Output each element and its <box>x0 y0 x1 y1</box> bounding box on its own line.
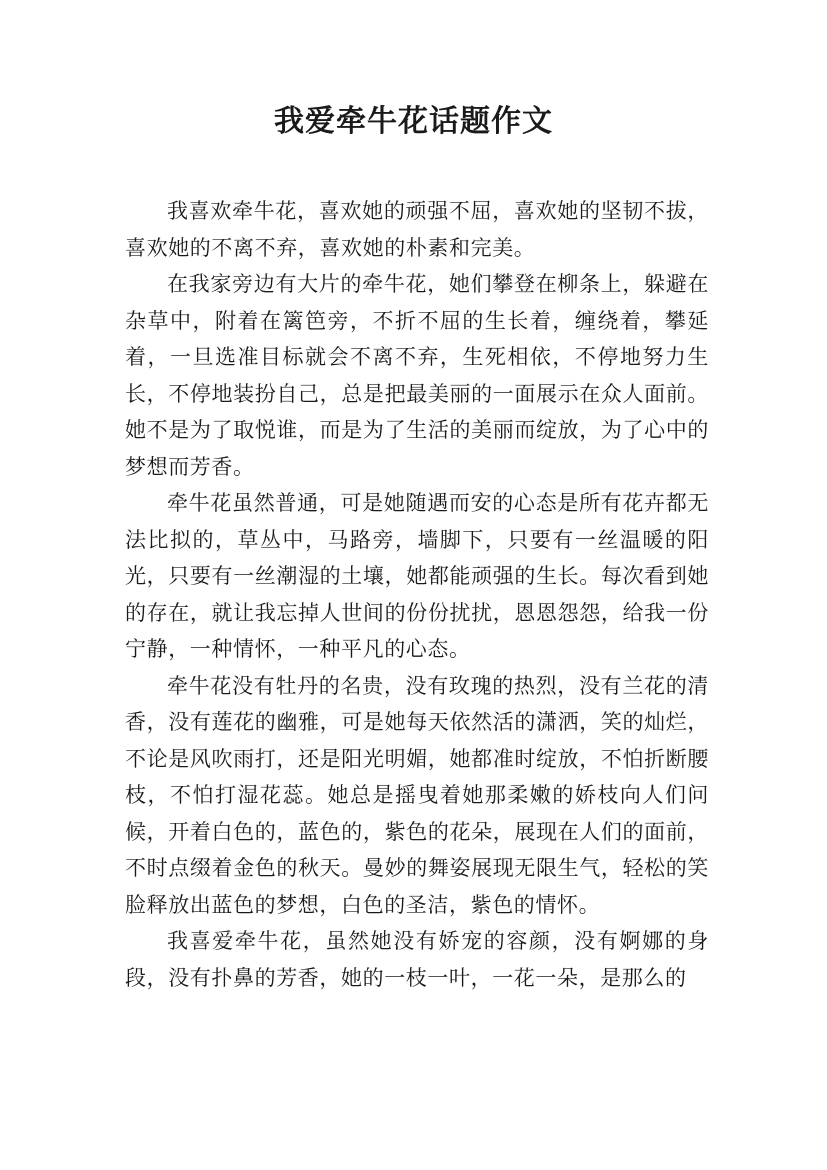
paragraph: 牵牛花没有牡丹的名贵，没有玫瑰的热烈，没有兰花的清香，没有莲花的幽雅，可是她每天依然活的潇洒，笑的灿烂，不论是风吹雨打，还是阳光明媚，她都准时绽放，不怕折断腰枝，不怕打湿花蕊。她总是摇曳着她那柔嫩的娇枝向人们问候，开着白色的，蓝色的，紫色的花朵，展现在人们的面前，不时点缀着金色的秋天。曼妙的舞姿展现无限生气，轻松的笑脸释放出蓝色的梦想，白色的圣洁，紫色的情怀。 <box>125 673 709 917</box>
paragraph: 我喜欢牵牛花，喜欢她的顽强不屈，喜欢她的坚韧不拔，喜欢她的不离不弃，喜欢她的朴素和完美。 <box>125 199 709 260</box>
paragraph: 在我家旁边有大片的牵牛花，她们攀登在柳条上，躲避在杂草中，附着在篱笆旁，不折不屈的生长着，缠绕着，攀延着，一旦选准目标就会不离不弃，生死相依，不停地努力生长，不停地装扮自己，总是把最美丽的一面展示在众人面前。她不是为了取悦谁，而是为了生活的美丽而绽放，为了心中的梦想而芳香。 <box>125 272 709 479</box>
paragraph: 我喜爱牵牛花，虽然她没有娇宠的容颜，没有婀娜的身段，没有扑鼻的芳香，她的一枝一叶，一花一朵，是那么的 <box>125 929 709 990</box>
paragraph: 牵牛花虽然普通，可是她随遇而安的心态是所有花卉都无法比拟的，草丛中，马路旁，墙脚下，只要有一丝温暖的阳光，只要有一丝潮湿的土壤，她都能顽强的生长。每次看到她的存在，就让我忘掉人世间的份份扰扰，恩恩怨怨，给我一份宁静，一种情怀，一种平凡的心态。 <box>125 491 709 661</box>
document-title: 我爱牵牛花话题作文 <box>274 104 553 139</box>
document-body <box>125 193 709 996</box>
